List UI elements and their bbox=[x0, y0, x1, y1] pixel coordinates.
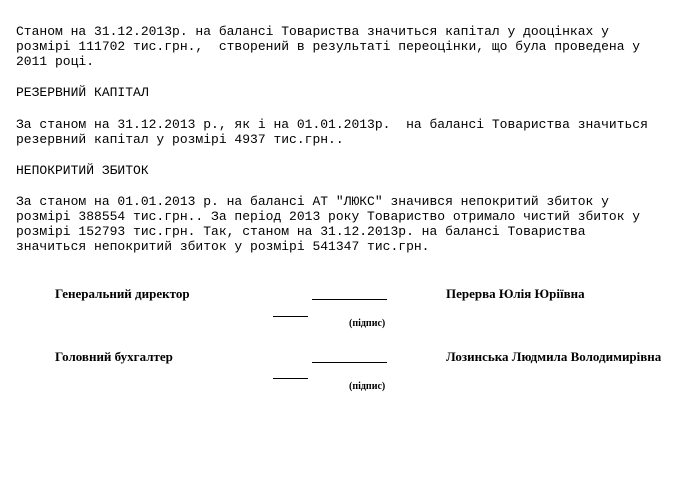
signature-caption: (підпис) bbox=[349, 318, 386, 329]
uncovered-loss-heading: НЕПОКРИТИЙ ЗБИТОК bbox=[16, 163, 149, 178]
signer-name: Лозинська Людмила Володимирівна bbox=[446, 349, 662, 364]
signature-line-short bbox=[273, 378, 308, 379]
signature-caption: (підпис) bbox=[349, 381, 386, 392]
uncovered-loss-line-2: розмірі 388554 тис.грн.. За період 2013 року Товариство отримало чистий збиток у bbox=[16, 209, 641, 224]
revaluation-line-3: 2011 році. bbox=[16, 54, 95, 69]
reserve-capital-line-2: резервний капітал у розмірі 4937 тис.грн.. bbox=[16, 132, 344, 147]
signature-line bbox=[312, 299, 387, 300]
signature-line-short bbox=[273, 316, 308, 317]
signer-title: Головний бухгалтер bbox=[55, 349, 173, 364]
reserve-capital-line-1: За станом на 31.12.2013 р., як і на 01.01.2013р. на балансі Товариства значиться bbox=[16, 117, 648, 132]
signer-title: Генеральний директор bbox=[55, 286, 190, 301]
revaluation-line-2: розмірі 111702 тис.грн., створений в результаті переоцінки, що була проведена у bbox=[16, 39, 641, 54]
revaluation-line-1: Станом на 31.12.2013р. на балансі Товариства значиться капітал у дооцінках у bbox=[16, 24, 609, 39]
reserve-capital-heading: РЕЗЕРВНИЙ КАПІТАЛ bbox=[16, 85, 149, 100]
uncovered-loss-line-3: розмірі 152793 тис.грн. Так, станом на 31.12.2013р. на балансі Товариства bbox=[16, 224, 586, 239]
uncovered-loss-line-4: значиться непокритий збиток у розмірі 541347 тис.грн. bbox=[16, 239, 430, 254]
signer-name: Перерва Юлія Юріївна bbox=[446, 286, 585, 301]
signature-line bbox=[312, 362, 387, 363]
uncovered-loss-line-1: За станом на 01.01.2013 р. на балансі АТ "ЛЮКС" значився непокритий збиток у bbox=[16, 194, 609, 209]
